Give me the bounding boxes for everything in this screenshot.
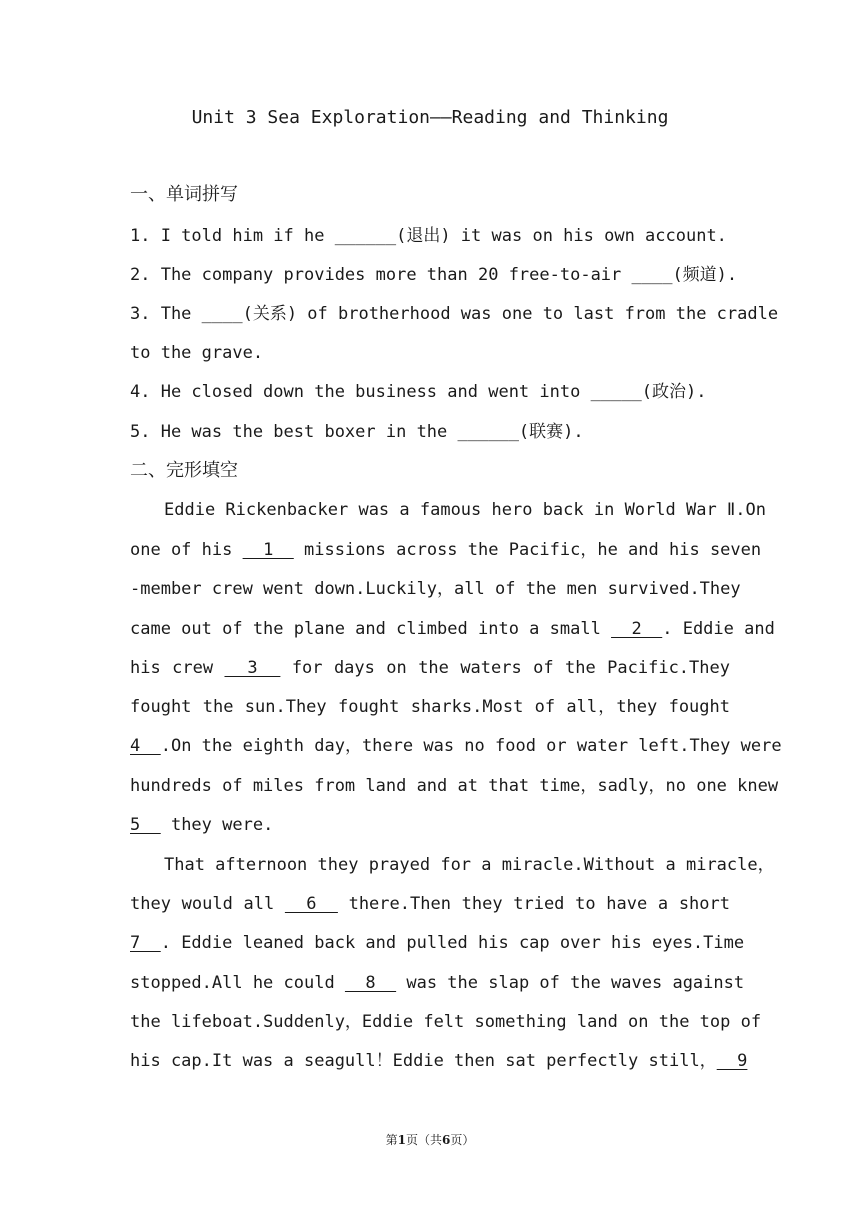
paragraph-2-line-3: 7 . Eddie leaned back and pulled his cap over his eyes.Time <box>130 933 745 953</box>
question-5: 5. He was the best boxer in the ______(联赛). <box>130 422 584 442</box>
blank-3: 3 <box>224 658 281 678</box>
blank-2: 2 <box>611 619 663 639</box>
current-page-number: 1 <box>397 1133 406 1147</box>
section-heading-spelling: 一、单词拼写 <box>130 184 238 205</box>
blank-6: 6 <box>284 894 338 914</box>
blank-1: 1 <box>242 540 294 560</box>
page-footer: 第1页（共6页） <box>385 1133 475 1147</box>
question-4: 4. He closed down the business and went into _____(政治). <box>130 382 707 402</box>
blank-4: 4 <box>130 736 161 756</box>
blank-8: 8 <box>344 973 397 993</box>
paragraph-2-line-5: the lifeboat.Suddenly，Eddie felt something land on the top of <box>130 1012 762 1032</box>
blank-5: 5 <box>130 815 161 835</box>
page-title: Unit 3 Sea Exploration——Reading and Thinking <box>191 107 669 128</box>
question-3-line-1: 3. The ____(关系) of brotherhood was one to last from the cradle <box>130 304 779 324</box>
question-2: 2. The company provides more than 20 free-to-air ____(频道). <box>130 265 738 285</box>
paragraph-1-line-7: 4 .On the eighth day，there was no food or water left.They were <box>130 736 782 756</box>
paragraph-1-line-2: one of his 1 missions across the Pacific，he and his seven <box>130 540 762 560</box>
paragraph-1-line-6: fought the sun.They fought sharks.Most of all，they fought <box>130 697 730 717</box>
question-3-line-2: to the grave. <box>130 343 264 363</box>
paragraph-2-line-4: stopped.All he could 8 was the slap of the waves against <box>130 973 745 993</box>
blank-9: 9 <box>716 1051 748 1071</box>
total-pages-number: 6 <box>442 1133 451 1147</box>
paragraph-1-line-1: Eddie Rickenbacker was a famous hero back in World War Ⅱ.On <box>164 500 766 520</box>
paragraph-1-line-4: came out of the plane and climbed into a small 2 . Eddie and <box>130 619 775 639</box>
paragraph-1-line-9: 5 they were. <box>130 815 274 835</box>
question-1: 1. I told him if he ______(退出) it was on his own account. <box>130 226 727 246</box>
paragraph-2-line-6: his cap.It was a seagull！Eddie then sat perfectly still， 9 <box>130 1051 748 1071</box>
paragraph-2-line-1: That afternoon they prayed for a miracle.Without a miracle， <box>164 855 775 875</box>
blank-7: 7 <box>130 933 161 953</box>
paragraph-1-line-3: -member crew went down.Luckily，all of the men survived.They <box>130 579 741 599</box>
section-heading-cloze: 二、完形填空 <box>130 460 238 481</box>
paragraph-2-line-2: they would all 6 there.Then they tried to have a short <box>130 894 730 914</box>
paragraph-1-line-8: hundreds of miles from land and at that time，sadly，no one knew <box>130 776 779 796</box>
paragraph-1-line-5: his crew 3 for days on the waters of the Pacific.They <box>130 658 730 678</box>
